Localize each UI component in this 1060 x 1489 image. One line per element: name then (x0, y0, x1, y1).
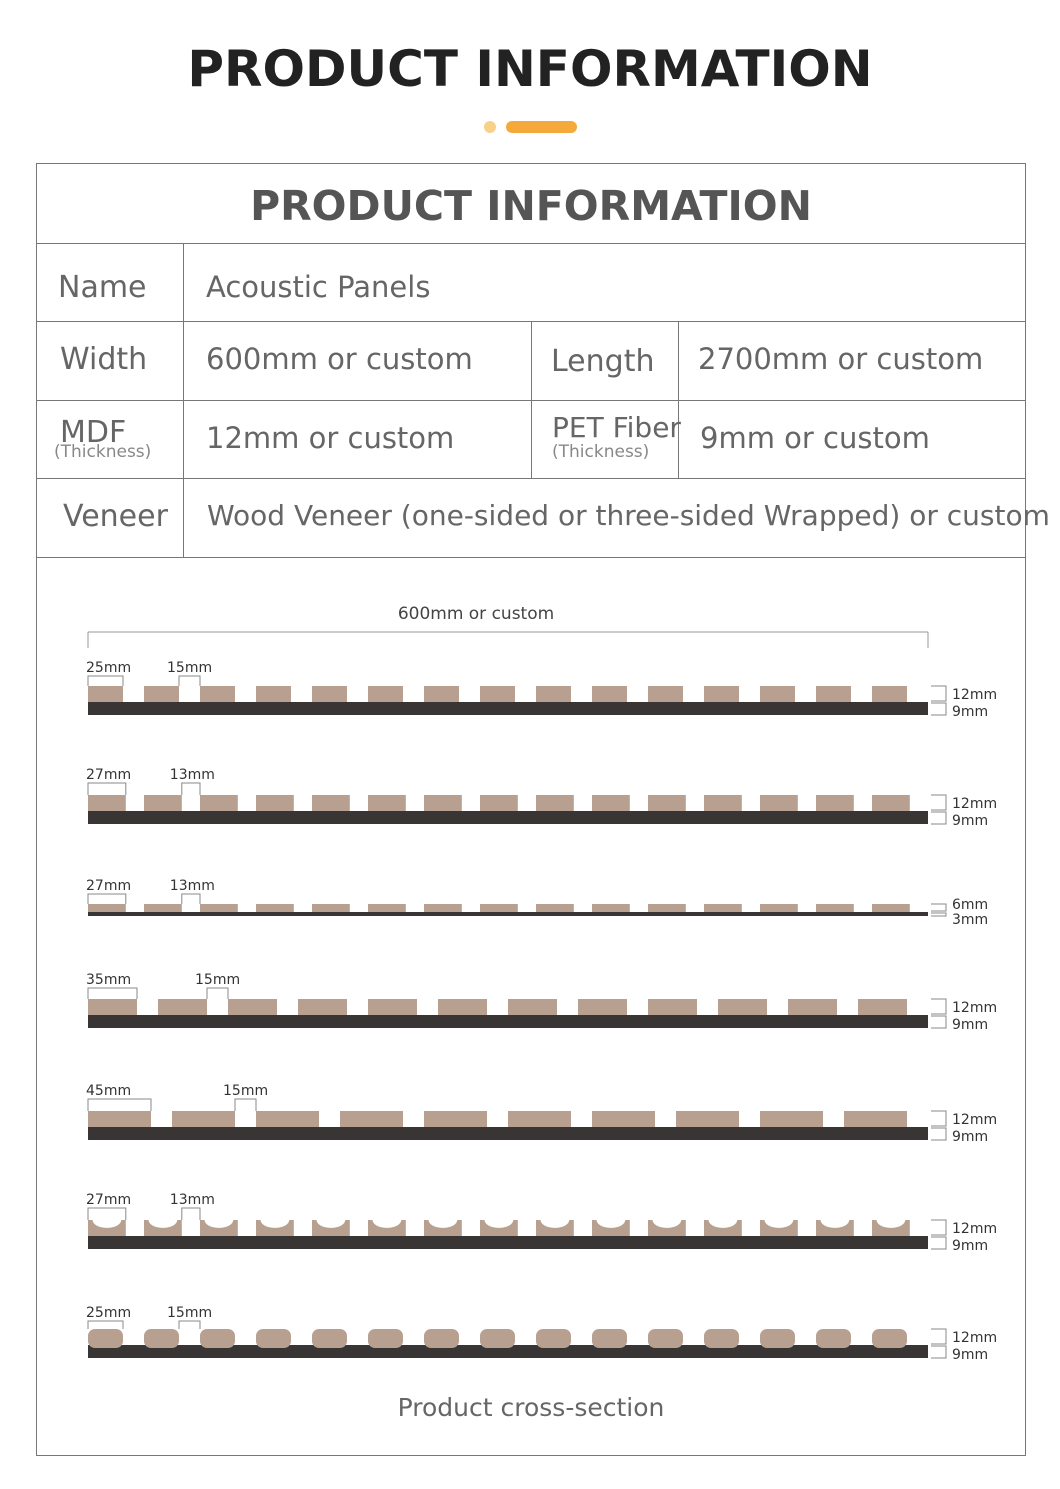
slat-thickness-label: 12mm (952, 796, 998, 812)
gap-width-label: 15mm (167, 660, 213, 676)
slat-thickness-label: 12mm (952, 1000, 998, 1016)
decorative-bar (506, 121, 577, 133)
pet-thickness-note: (Thickness) (552, 442, 650, 462)
name-value: Acoustic Panels (206, 270, 431, 304)
decorative-dot (484, 121, 496, 133)
table-divider (37, 557, 1025, 558)
base-thickness-label: 9mm (952, 1017, 989, 1033)
table-divider (37, 243, 1025, 244)
length-label: Length (551, 344, 655, 379)
base-thickness-label: 9mm (952, 1238, 989, 1254)
gap-width-label: 13mm (169, 767, 215, 783)
mdf-value: 12mm or custom (206, 421, 455, 455)
slat-thickness-label: 12mm (952, 1330, 998, 1346)
width-value: 600mm or custom (206, 342, 473, 376)
veneer-label: Veneer (63, 499, 168, 534)
slat-width-label: 35mm (86, 972, 132, 988)
slat-width-label: 25mm (86, 1305, 132, 1321)
slat-thickness-label: 12mm (952, 1112, 998, 1128)
product-info-table (36, 163, 1050, 1456)
slat-width-label: 45mm (86, 1083, 132, 1099)
gap-width-label: 15mm (195, 972, 241, 988)
mdf-label: MDF (60, 415, 127, 450)
cross-section-caption: Product cross-section (397, 1393, 665, 1422)
page-title: PRODUCT INFORMATION (187, 40, 873, 98)
base-thickness-label: 9mm (952, 1129, 989, 1145)
width-label: Width (60, 342, 148, 377)
base-thickness-label: 9mm (952, 704, 989, 720)
slat-width-label: 27mm (86, 767, 132, 783)
slat-thickness-label: 12mm (952, 687, 998, 703)
veneer-value: Wood Veneer (one-sided or three-sided Wrapped) or custom (207, 499, 1050, 532)
length-value: 2700mm or custom (698, 342, 984, 376)
overall-width-label: 600mm or custom (397, 604, 555, 624)
mdf-thickness-note: (Thickness) (54, 442, 152, 462)
name-label: Name (58, 270, 147, 305)
base-thickness-label: 9mm (952, 813, 989, 829)
gap-width-label: 13mm (169, 878, 215, 894)
table-divider (531, 321, 532, 478)
table-divider (183, 243, 184, 557)
slat-thickness-label: 6mm (952, 897, 989, 913)
slat-width-label: 27mm (86, 878, 132, 894)
pet-fiber-value: 9mm or custom (700, 421, 930, 455)
pet-fiber-label: PET Fiber (552, 411, 681, 444)
table-divider (37, 478, 1025, 479)
gap-width-label: 13mm (169, 1192, 215, 1208)
base-thickness-label: 3mm (952, 912, 989, 928)
table-divider (678, 321, 679, 478)
gap-width-label: 15mm (167, 1305, 213, 1321)
gap-width-label: 15mm (223, 1083, 269, 1099)
slat-width-label: 25mm (86, 660, 132, 676)
base-thickness-label: 9mm (952, 1347, 989, 1363)
slat-width-label: 27mm (86, 1192, 132, 1208)
slat-thickness-label: 12mm (952, 1221, 998, 1237)
table-title: PRODUCT INFORMATION (250, 182, 812, 230)
